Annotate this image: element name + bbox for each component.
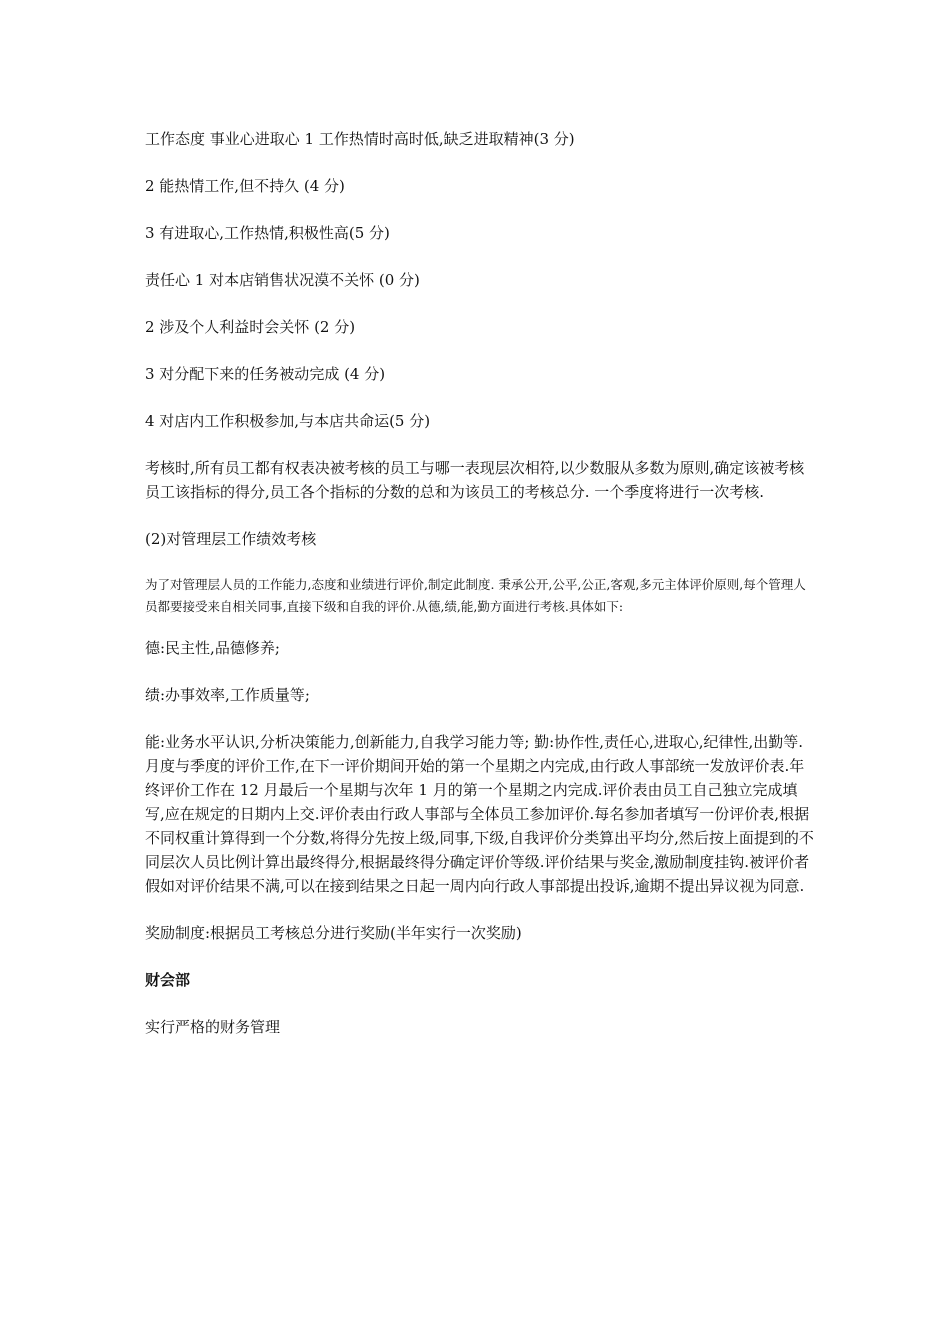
attitude-item-1: 工作态度 事业心进取心 1 工作热情时高时低,缺乏进取精神(3 分) xyxy=(145,130,575,148)
performance-line: 绩:办事效率,工作质量等; xyxy=(145,686,310,704)
responsibility-item-3: 3 对分配下来的任务被动完成 (4 分) xyxy=(145,365,386,383)
finance-heading: 财会部 xyxy=(145,971,191,989)
finance-line: 实行严格的财务管理 xyxy=(145,1018,281,1036)
attitude-item-3: 3 有进取心,工作热情,积极性高(5 分) xyxy=(145,224,390,242)
document-page xyxy=(145,127,815,1062)
attitude-item-2: 2 能热情工作,但不持久 (4 分) xyxy=(145,177,345,195)
responsibility-item-2: 2 涉及个人利益时会关怀 (2 分) xyxy=(145,318,356,336)
section-title: (2)对管理层工作绩效考核 xyxy=(145,530,317,548)
evaluation-process-paragraph: 月度与季度的评价工作,在下一评价期间开始的第一个星期之内完成,由行政人事部统一发放评价表.年终评价工作在 12 月最后一个星期与次年 1 月的第一个星期之内完成.评价表由员工自己独立完成填写,应在规定的日期内上交.评价表由行政人事部与全体员工参加评价.每名参加者填写一份评价表,根据不同权重计算得到一个分数,将得分先按上级,同事,下级,自我评价分类算出平均分,然后按上面提到的不同层次人员比例计算出最终得分,根据最终得分确定评价等级.评价结果与奖金,激励制度挂钩.被评价者假如对评价结果不满,可以在接到结果之日起一周内向行政人事部提出投诉,逾期不提出异议视为同意. xyxy=(145,757,814,895)
virtue-line: 德:民主性,品德修养; xyxy=(145,639,280,657)
assessment-paragraph: 考核时,所有员工都有权表决被考核的员工与哪一表现层次相符,以少数服从多数为原则,确定该被考核员工该指标的得分,员工各个指标的分数的总和为该员工的考核总分. 一个季度将进行一次考核. xyxy=(145,459,805,501)
responsibility-item-1: 责任心 1 对本店销售状况漠不关怀 (0 分) xyxy=(145,271,420,289)
responsibility-item-4: 4 对店内工作积极参加,与本店共命运(5 分) xyxy=(145,412,431,430)
ability-diligence-paragraph: 能:业务水平认识,分析决策能力,创新能力,自我学习能力等; 勤:协作性,责任心,进取心,纪律性,出勤等. xyxy=(145,733,804,751)
reward-system-line: 奖励制度:根据员工考核总分进行奖励(半年实行一次奖励) xyxy=(145,924,522,942)
management-intro-paragraph: 为了对管理层人员的工作能力,态度和业绩进行评价,制定此制度. 秉承公开,公平,公正,客观,多元主体评价原则,每个管理人员都要接受来自相关同事,直接下级和自我的评价.从德,绩,能,勤方面进行考核.具体如下: xyxy=(145,577,806,614)
